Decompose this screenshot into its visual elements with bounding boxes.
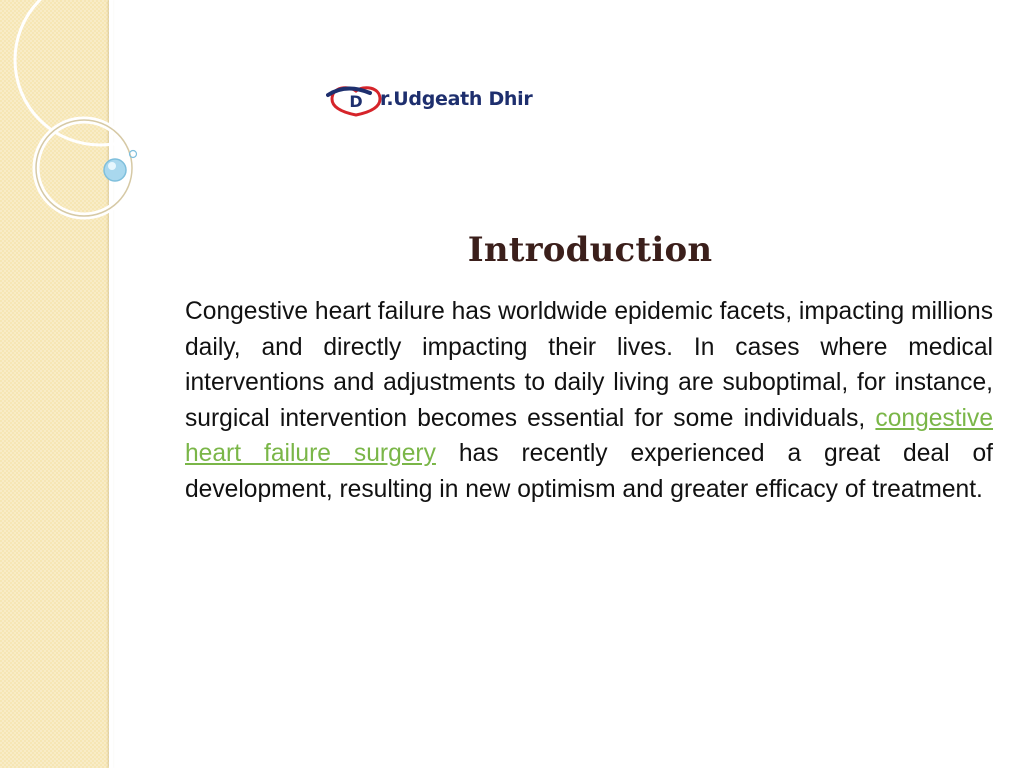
bubble-highlight — [108, 162, 116, 170]
slide-title: Introduction — [467, 230, 713, 270]
logo-text: r.Udgeath Dhir — [380, 88, 533, 110]
blue-bubble — [104, 159, 126, 181]
logo-mark-letter: D — [349, 92, 363, 111]
congestive-heart-failure-surgery-link[interactable]: congestive heart failure surgery — [185, 404, 993, 468]
paragraph-text-before-link: Congestive heart failure has worldwide epidemic facets, impacting millions daily, and directly impacting their lives. In cases where medical interventions and adjustments to daily living are suboptimal, for instance, surgical intervention becomes essential for some individuals, — [185, 298, 993, 432]
paragraph-text-after-link: has recently experienced a great deal of development, resulting in new optimism and greater efficacy of treatment. — [185, 440, 993, 503]
decorative-circles — [0, 0, 150, 260]
logo — [326, 78, 626, 120]
intro-paragraph — [185, 294, 993, 508]
logo-heart-icon — [326, 81, 384, 117]
